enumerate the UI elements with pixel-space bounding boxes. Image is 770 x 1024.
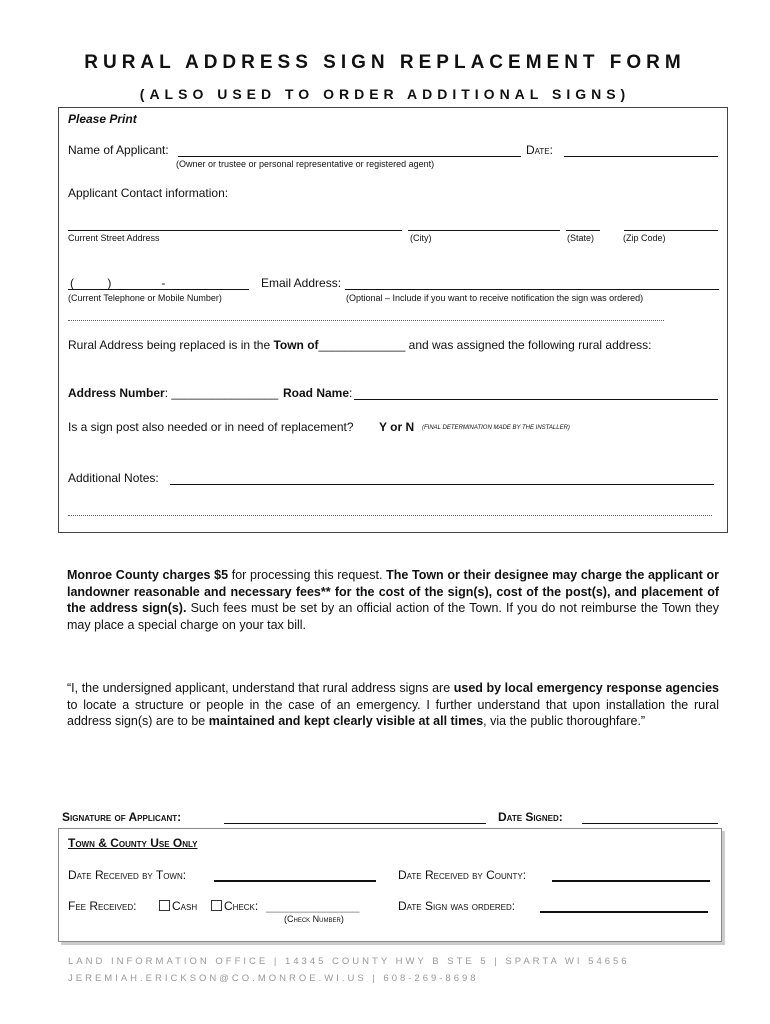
street-field[interactable] bbox=[68, 230, 402, 231]
date-label: Date: bbox=[526, 143, 553, 157]
email-label: Email Address: bbox=[261, 276, 342, 290]
phone-label: (Current Telephone or Mobile Number) bbox=[68, 293, 222, 303]
check-checkbox[interactable] bbox=[211, 900, 222, 911]
zip-label: (Zip Code) bbox=[623, 233, 666, 243]
fees-paragraph: Monroe County charges $5 for processing this request. The Town or their designee may charge the applicant or landowner reasonable and necessary fees** for the cost of the sign(s), cost of the post(s), and placement of the address sign(s). Such fees must be set by an official action of the Town. If you do not reimburse the Town they may place a special charge on your tax bill. bbox=[67, 568, 719, 632]
address-number-row: Address Number: ________________ bbox=[68, 386, 279, 400]
city-field[interactable] bbox=[408, 230, 560, 231]
notes-field-line2[interactable] bbox=[68, 515, 712, 516]
date-signed-label: Date Signed: bbox=[498, 810, 563, 824]
email-note: (Optional – Include if you want to receive notification the sign was ordered) bbox=[346, 293, 644, 303]
footer-contact: JEREMIAH.ERICKSON@CO.MONROE.WI.US | 608-269-8698 bbox=[68, 973, 479, 984]
cash-option[interactable]: Cash bbox=[159, 899, 197, 913]
check-number-field[interactable]: ______________ bbox=[266, 899, 360, 913]
notes-field[interactable] bbox=[170, 484, 714, 485]
email-field[interactable] bbox=[345, 289, 719, 290]
date-received-town-label: Date Received by Town: bbox=[68, 868, 187, 882]
footer-address: LAND INFORMATION OFFICE | 14345 COUNTY HWY B STE 5 | SPARTA WI 54656 bbox=[68, 956, 630, 967]
town-field[interactable]: _____________ bbox=[318, 338, 406, 352]
date-field[interactable] bbox=[564, 156, 718, 157]
notes-label: Additional Notes: bbox=[68, 471, 159, 485]
road-name-field[interactable] bbox=[354, 399, 718, 400]
date-received-town-field[interactable] bbox=[214, 880, 376, 882]
street-label: Current Street Address bbox=[68, 233, 160, 243]
divider bbox=[68, 320, 664, 321]
check-number-label: (Check Number) bbox=[284, 914, 344, 924]
check-option[interactable]: Check: bbox=[211, 899, 258, 913]
date-received-county-label: Date Received by County: bbox=[398, 868, 527, 882]
yes-no-choice[interactable]: Y or N bbox=[379, 420, 415, 434]
phone-field[interactable] bbox=[68, 289, 249, 290]
contact-label: Applicant Contact information: bbox=[68, 186, 229, 200]
state-label: (State) bbox=[567, 233, 595, 243]
installer-note: (FINAL DETERMINATION MADE BY THE INSTALLER) bbox=[422, 425, 570, 431]
replaced-town-text: Rural Address being replaced is in the Town of_____________ and was assigned the following rural address: bbox=[68, 338, 652, 352]
form-subtitle: (ALSO USED TO ORDER ADDITIONAL SIGNS) bbox=[139, 86, 631, 102]
date-sign-ordered-label: Date Sign was ordered: bbox=[398, 899, 516, 913]
address-number-field[interactable]: : ________________ bbox=[164, 386, 279, 400]
state-field[interactable] bbox=[566, 230, 600, 231]
form-title: RURAL ADDRESS SIGN REPLACEMENT FORM bbox=[84, 52, 686, 73]
town-of-label: Town of bbox=[273, 338, 319, 352]
office-use-heading: Town & County Use Only bbox=[68, 836, 198, 850]
signature-field[interactable] bbox=[224, 823, 486, 824]
city-label: (City) bbox=[410, 233, 432, 243]
signature-label: Signature of Applicant: bbox=[62, 810, 182, 824]
date-signed-field[interactable] bbox=[582, 823, 718, 824]
please-print-note: Please Print bbox=[68, 112, 137, 126]
fee-received-label: Fee Received: bbox=[68, 899, 137, 913]
date-sign-ordered-field[interactable] bbox=[540, 911, 708, 913]
date-received-county-field[interactable] bbox=[552, 880, 710, 882]
name-note: (Owner or trustee or personal representative or registered agent) bbox=[176, 159, 435, 169]
sign-post-question: Is a sign post also needed or in need of replacement? bbox=[68, 420, 354, 434]
zip-field[interactable] bbox=[624, 230, 718, 231]
name-field[interactable] bbox=[178, 156, 521, 157]
name-label: Name of Applicant: bbox=[68, 143, 169, 157]
road-name-label: Road Name: bbox=[283, 386, 353, 400]
phone-template: ( ) - bbox=[70, 276, 166, 290]
applicant-statement: “I, the undersigned applicant, understand that rural address signs are used by local emergency response agencies to locate a structure or people in the case of an emergency. I further understand that upon installation the rural address sign(s) are to be maintained and kept clearly visible at all times, via the public thoroughfare.” bbox=[67, 681, 719, 728]
cash-checkbox[interactable] bbox=[159, 900, 170, 911]
